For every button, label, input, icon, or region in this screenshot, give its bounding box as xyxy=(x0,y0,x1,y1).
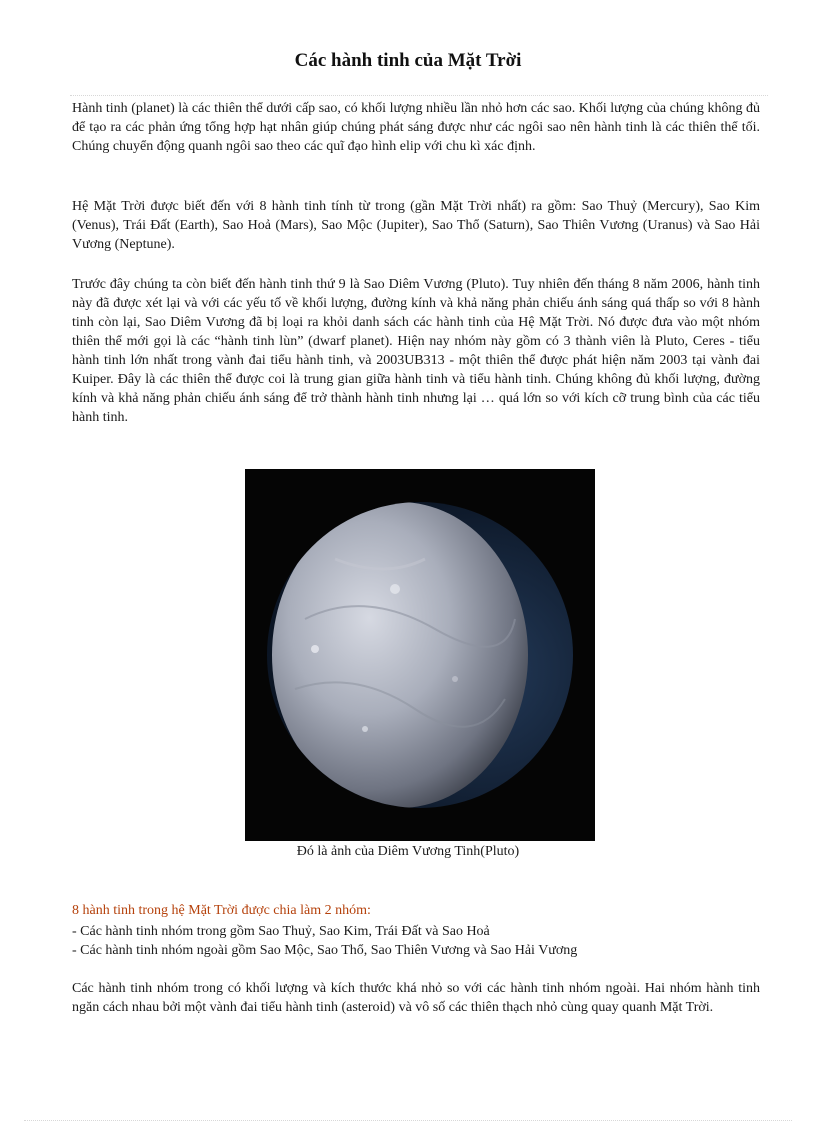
pluto-image xyxy=(245,469,595,841)
list-item: - Các hành tinh nhóm trong gồm Sao Thuỷ, Sao Kim, Trái Đất và Sao Hoả xyxy=(72,924,490,939)
paragraph-groups: Các hành tinh nhóm trong có khối lượng và kích thước khá nhỏ so với các hành tinh nhóm ngoài. Hai nhóm hành tinh ngăn cách nhau bởi một vành đai tiểu hành tinh (asteroid) và vô số các thiên thạch nhỏ cùng quay quanh Mặt Trời. xyxy=(72,981,760,1015)
paragraph-eight-planets: Hệ Mặt Trời được biết đến với 8 hành tinh tính từ trong (gần Mặt Trời nhất) ra gồm: Sao Thuỷ (Mercury), Sao Kim (Venus), Trái Đất (Earth), Sao Hoả (Mars), Sao Mộc (Jupiter), Sao Thổ (Saturn), Sao Thiên Vương (Uranus) và Sao Hải Vương (Neptune). xyxy=(72,199,760,252)
pluto-illustration xyxy=(245,469,595,841)
groups-list xyxy=(72,922,577,960)
paragraph-intro: Hành tinh (planet) là các thiên thể dưới cấp sao, có khối lượng nhiều lần nhỏ hơn các sao. Khối lượng của chúng không đủ để tạo ra các phản ứng tổng hợp hạt nhân giúp chúng phát sáng được như các ngôi sao nên hành tinh là các thiên thể tối. Chúng chuyển động quanh ngôi sao theo các quĩ đạo hình elip với chu kì xác định. xyxy=(72,101,760,154)
top-divider xyxy=(70,95,768,96)
groups-heading: 8 hành tinh trong hệ Mặt Trời được chia làm 2 nhóm: xyxy=(72,903,371,918)
page-title: Các hành tinh của Mặt Trời xyxy=(294,50,522,71)
paragraph-pluto: Trước đây chúng ta còn biết đến hành tinh thứ 9 là Sao Diêm Vương (Pluto). Tuy nhiên đến tháng 8 năm 2006, hành tinh này đã được xét lại và với các yếu tố về khối lượng, đường kính và khả năng phản chiếu ánh sáng quá thấp so với 8 hành tinh còn lại, Sao Diêm Vương đã bị loại ra khỏi danh sách các hành tinh của Hệ Mặt Trời. Nó được đưa vào một nhóm thiên thể mới gọi là các “hành tinh lùn” (dwarf planet). Hiện nay nhóm này gồm có 3 thành viên là Pluto, Ceres - tiểu hành tinh lớn nhất trong vành đai tiểu hành tinh, và 2003UB313 - một thiên thể được phát hiện năm 2003 tại vành đai Kuiper. Đây là các thiên thể được coi là trung gian giữa hành tinh và tiểu hành tinh. Chúng không đủ khối lượng, đường kính và khả năng phản chiếu ánh sáng để trở thành hành tinh nhưng lại … quá lớn so với kích cỡ trung bình của các tiểu hành tinh. xyxy=(72,277,760,425)
image-caption: Đó là ảnh của Diêm Vương Tinh(Pluto) xyxy=(296,844,520,859)
list-item: - Các hành tinh nhóm ngoài gồm Sao Mộc, Sao Thổ, Sao Thiên Vương và Sao Hải Vương xyxy=(72,943,578,958)
bottom-divider xyxy=(24,1120,792,1121)
